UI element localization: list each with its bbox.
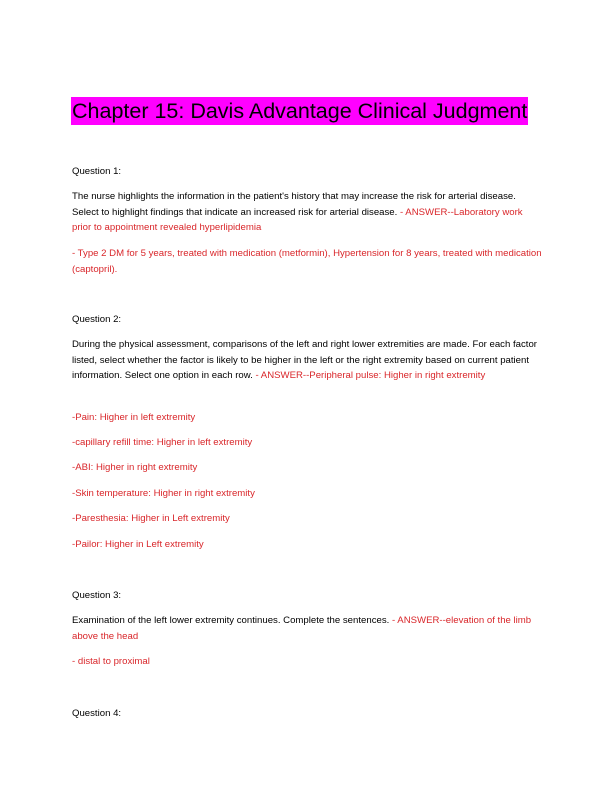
answer-line: -capillary refill time: Higher in left extremity	[72, 437, 253, 448]
question-text	[72, 189, 544, 236]
question-label: Question 4:	[72, 708, 122, 719]
question-label: Question 1:	[72, 166, 122, 177]
answer-line: -ABI: Higher in right extremity	[72, 462, 198, 473]
answer-inline: - ANSWER--Laboratory work prior to appointment revealed hyperlipidemia	[72, 206, 523, 233]
question-text	[72, 613, 544, 644]
question-prompt: Examination of the left lower extremity continues. Complete the sentences.	[72, 615, 390, 626]
answer-inline: - ANSWER--Peripheral pulse: Higher in right extremity	[252, 370, 486, 381]
question-prompt: The nurse highlights the information in the patient's history that may increase the risk for arterial disease. Select to highlight findings that indicate an increased risk for arterial disease.	[72, 191, 516, 218]
question-text	[72, 337, 544, 384]
question-label: Question 2:	[72, 314, 122, 325]
answer-line: -Pain: Higher in left extremity	[72, 412, 196, 423]
answer-inline: - ANSWER--elevation of the limb above the head	[72, 615, 532, 642]
chapter-title: Chapter 15: Davis Advantage Clinical Judgment	[72, 99, 528, 123]
answer-line: -Pailor: Higher in Left extremity	[72, 539, 204, 550]
question-prompt: During the physical assessment, comparisons of the left and right lower extremities are made. For each factor listed, select whether the factor is likely to be higher in the left or the right extremity based on current patient information. Select one option in each row.	[72, 339, 537, 381]
answer-line: -Paresthesia: Higher in Left extremity	[72, 513, 230, 524]
question-label: Question 3:	[72, 590, 122, 601]
answer-line: - Type 2 DM for 5 years, treated with medication (metformin), Hypertension for 8 years, treated with medication (captopril).	[72, 248, 542, 275]
answer-line: - distal to proximal	[72, 656, 150, 667]
answer-line: -Skin temperature: Higher in right extremity	[72, 488, 255, 499]
